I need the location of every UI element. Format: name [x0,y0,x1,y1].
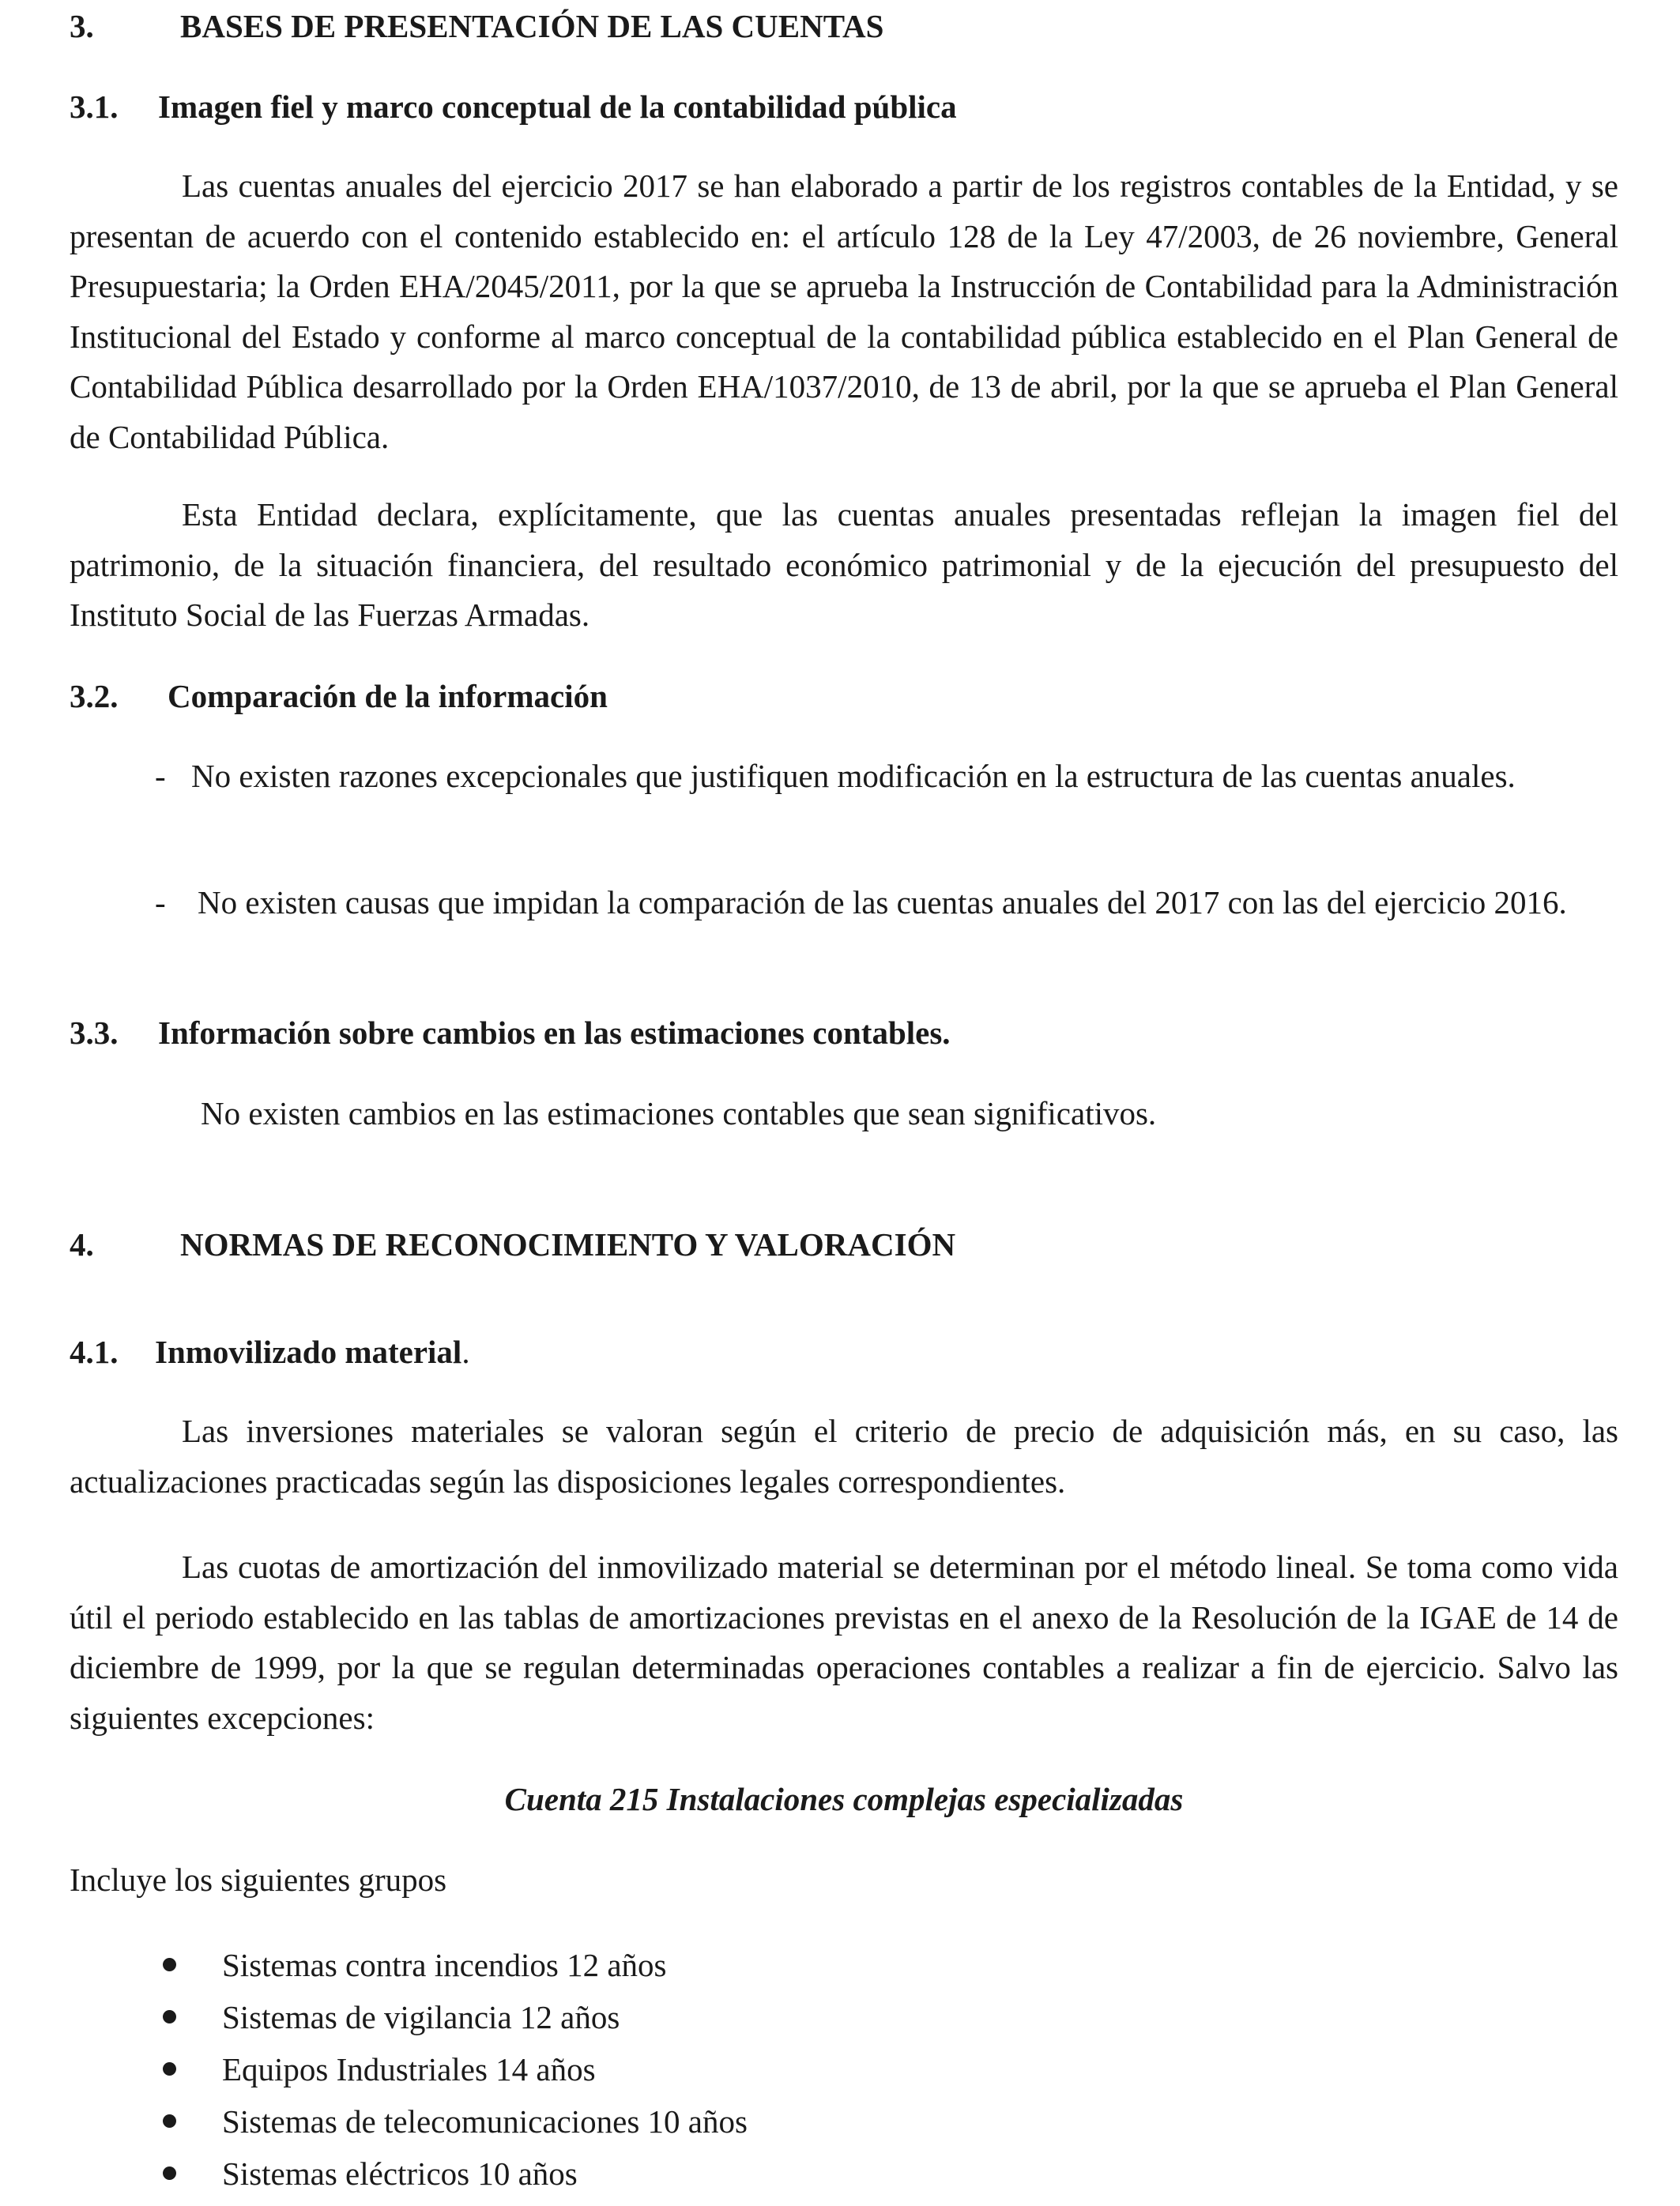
dash-marker: - [155,758,166,794]
section-4-title: NORMAS DE RECONOCIMIENTO Y VALORACIÓN [180,1226,956,1263]
section-4-1-number: 4.1. [70,1334,119,1370]
groups-intro: Incluye los siguientes grupos [70,1862,447,1898]
comparison-item-2 [155,879,1618,927]
group-label: Sistemas de telecomunicaciones 10 años [222,2103,748,2140]
dash-marker: - [155,884,166,920]
section-4-1-paragraph-2: Las cuotas de amortización del inmovilizado material se determinan por el método lineal. Se toma como vida útil el periodo establecido en las tablas de amortizaciones previstas en el anexo de la Resolución de la IGAE de 14 de diciembre de 1999, por la que se regulan determinadas operaciones contables a realizar a fin de ejercicio. Salvo las siguientes excepciones: [70,1549,1618,1736]
section-3-2-number: 3.2. [70,678,119,714]
group-label: Sistemas de vigilancia 12 años [222,1999,620,2035]
section-4-1-title-tail: . [461,1334,470,1370]
section-4-number: 4. [70,1226,94,1263]
section-3-title: BASES DE PRESENTACIÓN DE LAS CUENTAS [180,8,884,44]
section-3-1-number: 3.1. [70,88,119,125]
comparison-item-1-text: No existen razones excepcionales que justifiquen modificación en la estructura de las cuentas anuales. [191,758,1516,794]
section-3-3-text: No existen cambios en las estimaciones contables que sean significativos. [201,1095,1157,1131]
comparison-item-1 [155,752,1618,800]
section-3-3-title: Información sobre cambios en las estimaciones contables. [158,1015,951,1051]
bullet-icon [163,2166,176,2180]
section-3-1-title: Imagen fiel y marco conceptual de la contabilidad pública [158,88,957,125]
section-3-2-title: Comparación de la información [168,678,608,714]
bullet-icon [163,1958,176,1971]
section-4-1-paragraph-1: Las inversiones materiales se valoran según el criterio de precio de adquisición más, en su caso, las actualizaciones practicadas según las disposiciones legales correspondientes. [70,1413,1618,1500]
account-215-title: Cuenta 215 Instalaciones complejas especializadas [504,1781,1184,1817]
bullet-icon [163,2114,176,2128]
section-3-1-paragraph-1: Las cuentas anuales del ejercicio 2017 se han elaborado a partir de los registros contables de la Entidad, y se presentan de acuerdo con el contenido establecido en: el artículo 128 de la Ley 47/2003, de 26 noviembre, General Presupuestaria; la Orden EHA/2045/2011, por la que se aprueba la Instrucción de Contabilidad para la Administración Institucional del Estado y conforme al marco conceptual de la contabilidad pública establecido en el Plan General de Contabilidad Pública desarrollado por la Orden EHA/1037/2010, de 13 de abril, por la que se aprueba el Plan General de Contabilidad Pública. [70,168,1618,455]
bullet-icon [163,2062,176,2076]
section-4-1-title: Inmovilizado material [155,1334,462,1370]
section-3-1-paragraph-2: Esta Entidad declara, explícitamente, que las cuentas anuales presentadas reflejan la imagen fiel del patrimonio, de la situación financiera, del resultado económico patrimonial y de la ejecución del presupuesto del Instituto Social de las Fuerzas Armadas. [70,496,1618,633]
section-3-number: 3. [70,8,94,44]
group-label: Sistemas contra incendios 12 años [222,1947,667,1983]
section-3-3-number: 3.3. [70,1015,119,1051]
group-label: Sistemas eléctricos 10 años [222,2155,578,2192]
bullet-icon [163,2010,176,2023]
comparison-item-2-text: No existen causas que impidan la comparación de las cuentas anuales del 2017 con las del ejercicio 2016. [198,884,1567,920]
group-label: Equipos Industriales 14 años [222,2051,596,2087]
